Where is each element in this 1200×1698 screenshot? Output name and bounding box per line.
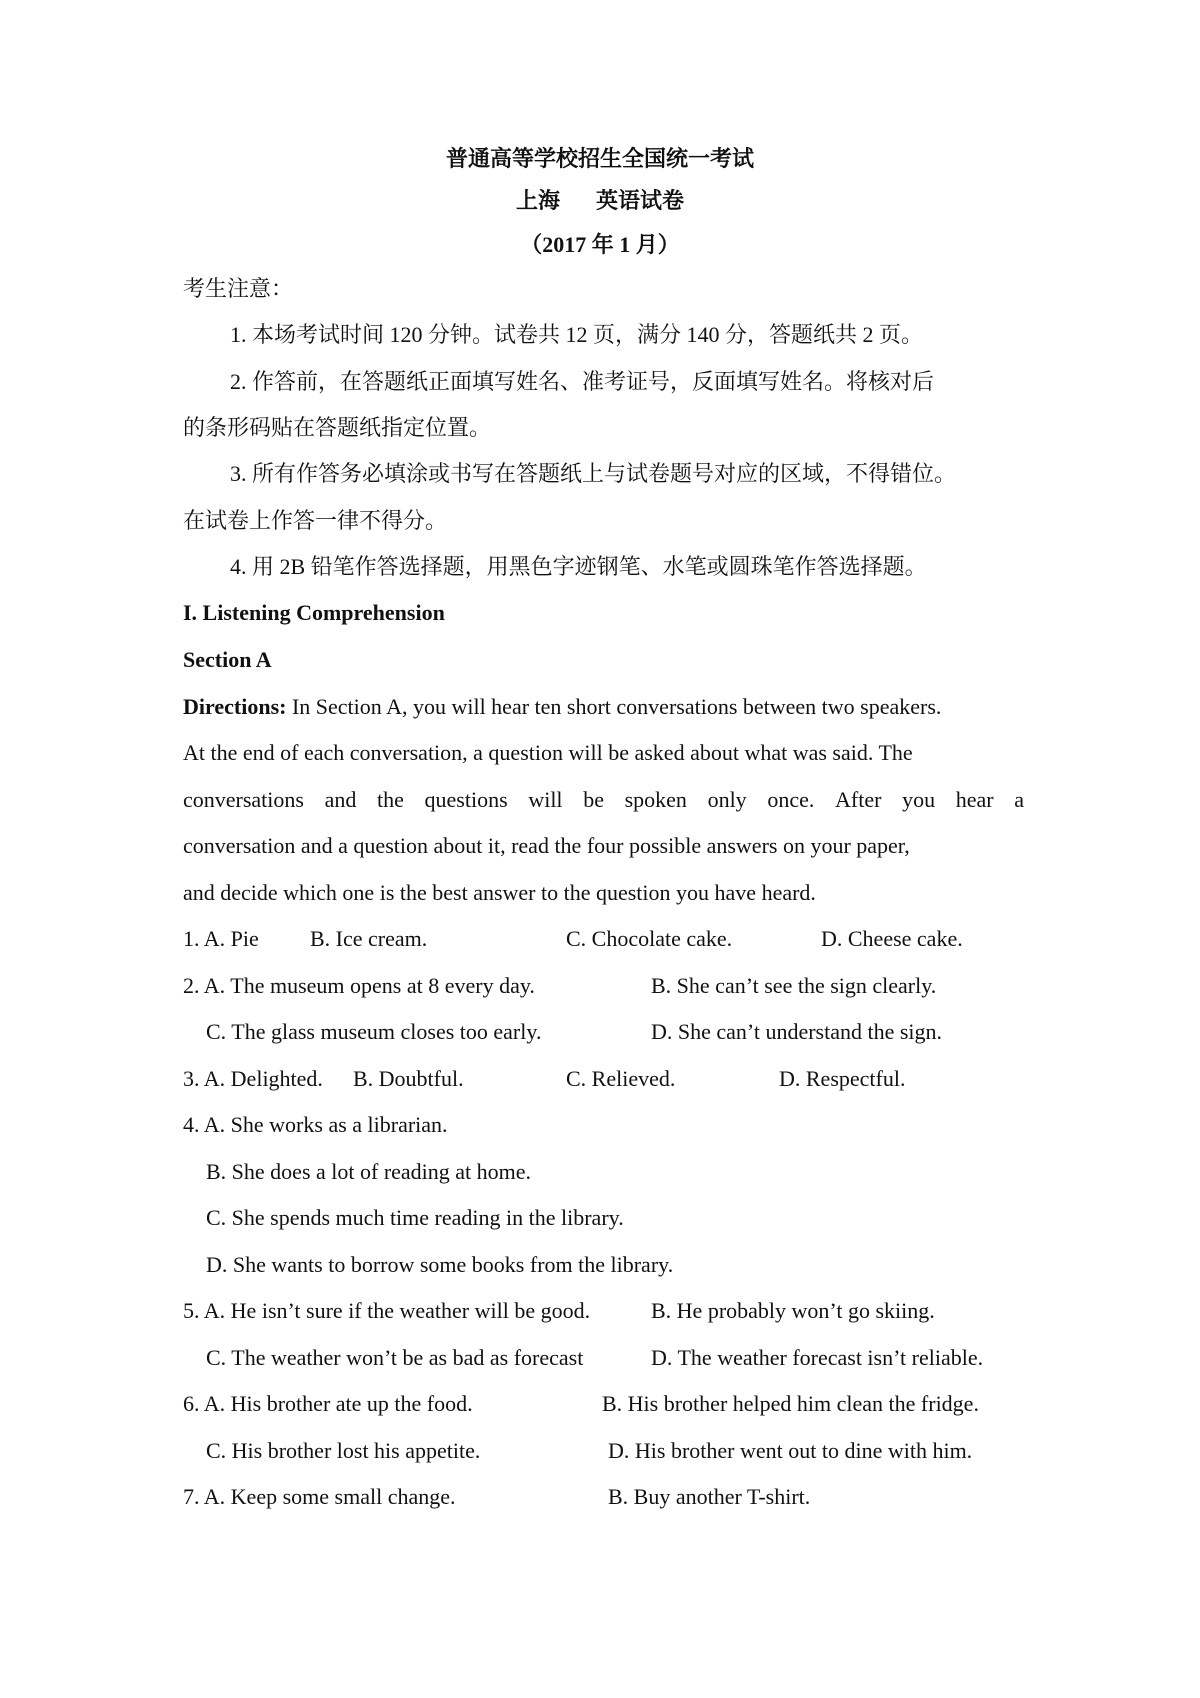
- q6-option-b: B. His brother helped him clean the fridge.: [602, 1391, 979, 1416]
- q4-option-b: B. She does a lot of reading at home.: [206, 1159, 532, 1184]
- notice-item-3-line-2: 在试卷上作答一律不得分。: [183, 508, 448, 533]
- q5-option-c: C. The weather won’t be as bad as forecast: [206, 1345, 584, 1370]
- q3-option-c: C. Relieved.: [566, 1066, 676, 1091]
- q2-option-d: D. She can’t understand the sign.: [651, 1019, 943, 1044]
- exam-title: 普通高等学校招生全国统一考试: [445, 146, 754, 171]
- q3-option-a: 3. A. Delighted.: [183, 1066, 323, 1091]
- q1-option-d: D. Cheese cake.: [821, 926, 963, 951]
- directions-line-4: conversation and a question about it, read the four possible answers on your paper,: [183, 833, 910, 858]
- q5-option-a: 5. A. He isn’t sure if the weather will be good.: [183, 1298, 591, 1323]
- q3-option-d: D. Respectful.: [779, 1066, 906, 1091]
- subtitle-subject: 英语试卷: [596, 188, 685, 213]
- q5-option-b: B. He probably won’t go skiing.: [651, 1298, 935, 1323]
- notice-item-4: 4. 用 2B 铅笔作答选择题，用黑色字迹钢笔、水笔或圆珠笔作答选择题。: [230, 554, 927, 579]
- directions-word: hear: [955, 787, 994, 812]
- q1-option-b: B. Ice cream.: [310, 926, 428, 951]
- section-title: Section A: [183, 647, 272, 672]
- q6-option-a: 6. A. His brother ate up the food.: [183, 1391, 473, 1416]
- directions-word: once.: [767, 787, 815, 812]
- q6-option-c: C. His brother lost his appetite.: [206, 1438, 481, 1463]
- notice-item-2-line-2: 的条形码贴在答题纸指定位置。: [183, 415, 492, 440]
- directions-line-3: [183, 785, 1024, 815]
- q4-option-a: 4. A. She works as a librarian.: [183, 1112, 448, 1137]
- q2-option-c: C. The glass museum closes too early.: [206, 1019, 542, 1044]
- directions-label: Directions:: [183, 694, 287, 719]
- directions-word: the: [377, 787, 404, 812]
- notice-item-2-line-1: 2. 作答前，在答题纸正面填写姓名、准考证号，反面填写姓名。将核对后: [230, 369, 935, 394]
- directions-word: questions: [424, 787, 508, 812]
- notice-heading: 考生注意：: [183, 276, 294, 301]
- directions-word: After: [835, 787, 882, 812]
- directions-line-1: [183, 692, 941, 722]
- subtitle-region: 上海: [515, 188, 560, 213]
- q1-option-a: 1. A. Pie: [183, 926, 259, 951]
- notice-item-3-line-1: 3. 所有作答务必填涂或书写在答题纸上与试卷题号对应的区域，不得错位。: [230, 461, 957, 486]
- directions-word: be: [583, 787, 604, 812]
- directions-text: In Section A, you will hear ten short conversations between two speakers.: [286, 694, 942, 719]
- directions-word: will: [528, 787, 563, 812]
- directions-word: only: [707, 787, 747, 812]
- part-title: I. Listening Comprehension: [183, 600, 445, 625]
- q7-option-b: B. Buy another T-shirt.: [608, 1484, 811, 1509]
- q7-option-a: 7. A. Keep some small change.: [183, 1484, 456, 1509]
- directions-line-2: At the end of each conversation, a question will be asked about what was said. The: [183, 740, 913, 765]
- directions-word: you: [902, 787, 936, 812]
- q4-option-c: C. She spends much time reading in the library.: [206, 1205, 624, 1230]
- notice-item-1: 1. 本场考试时间 120 分钟。试卷共 12 页，满分 140 分，答题纸共 2 页。: [230, 322, 924, 347]
- q6-option-d: D. His brother went out to dine with him.: [608, 1438, 973, 1463]
- q4-option-d: D. She wants to borrow some books from the library.: [206, 1252, 674, 1277]
- directions-word: and: [324, 787, 357, 812]
- directions-word: a: [1014, 787, 1024, 812]
- directions-word: spoken: [624, 787, 687, 812]
- q2-option-b: B. She can’t see the sign clearly.: [651, 973, 937, 998]
- q2-option-a: 2. A. The museum opens at 8 every day.: [183, 973, 535, 998]
- exam-date: （2017 年 1 月）: [520, 232, 680, 257]
- exam-subtitle: [0, 186, 1200, 216]
- q3-option-b: B. Doubtful.: [353, 1066, 464, 1091]
- directions-word: conversations: [183, 787, 304, 812]
- q1-option-c: C. Chocolate cake.: [566, 926, 733, 951]
- q5-option-d: D. The weather forecast isn’t reliable.: [651, 1345, 984, 1370]
- directions-line-5: and decide which one is the best answer to the question you have heard.: [183, 880, 816, 905]
